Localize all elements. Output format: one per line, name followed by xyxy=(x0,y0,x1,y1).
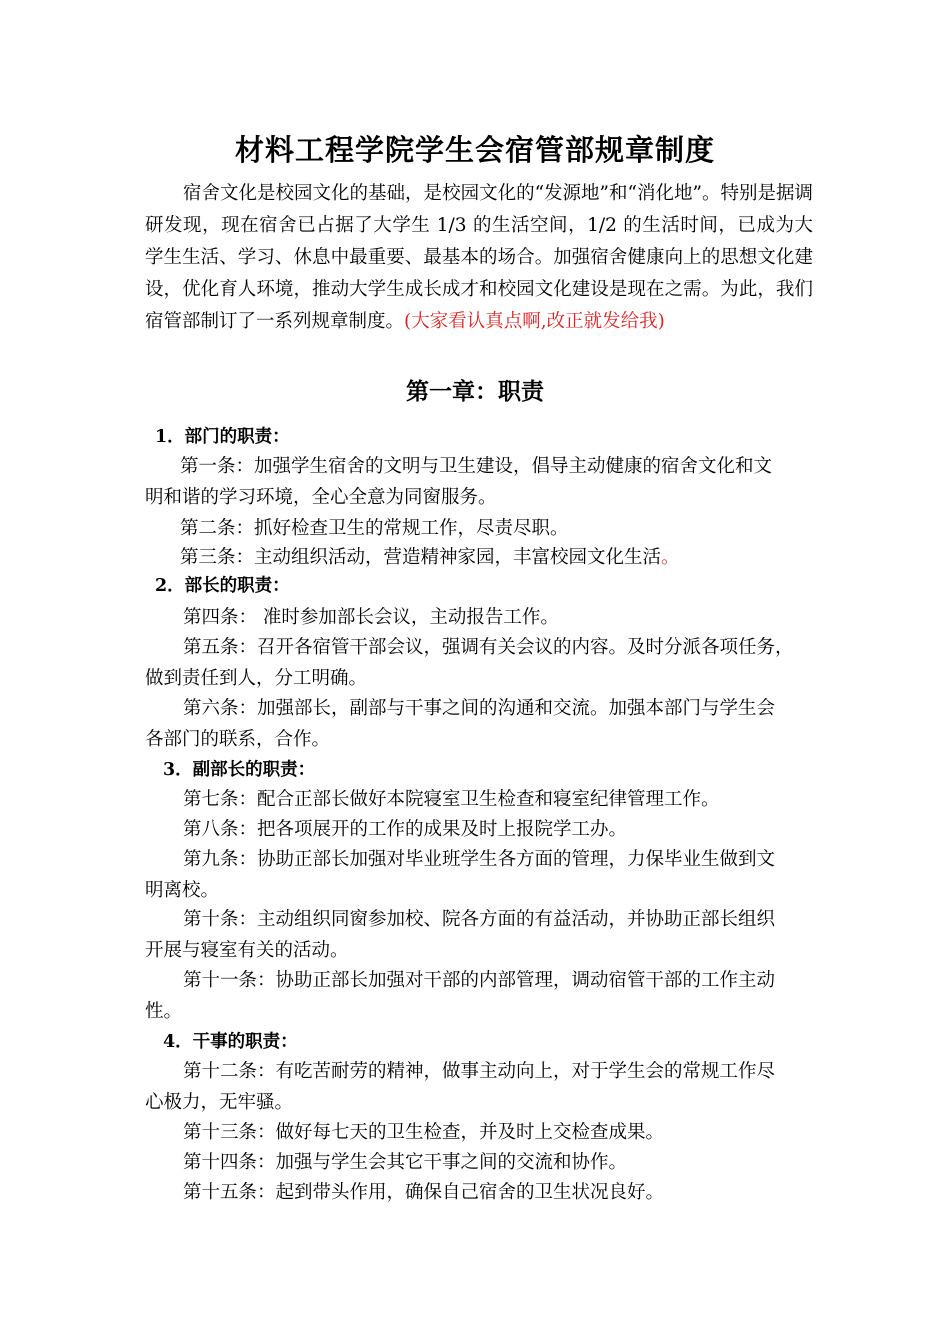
article-line: 第五条：召开各宿管干部会议，强调有关会议的内容。及时分派各项任务， xyxy=(183,637,794,658)
article-text: 第三条：主动组织活动，营造精神家园，丰富校园文化生活 xyxy=(180,547,662,568)
section-heading: 3．副部长的职责： xyxy=(163,760,316,780)
article-line: 做到责任到人，分工明确。 xyxy=(145,668,368,689)
article-line: 明和谐的学习环境，全心全意为同窗服务。 xyxy=(145,487,497,508)
section-heading: 1．部门的职责： xyxy=(155,427,290,447)
article-line: 第一条：加强学生宿舍的文明与卫生建设，倡导主动健康的宿舍文化和文 xyxy=(180,456,773,477)
intro-paragraph xyxy=(145,178,813,338)
article-line: 第十二条：有吃苦耐劳的精神，做事主动向上，对于学生会的常规工作尽 xyxy=(183,1061,776,1082)
article-line: 第十四条：加强与学生会其它干事之间的交流和协作。 xyxy=(183,1152,628,1173)
article-line xyxy=(180,543,680,573)
article-line: 第四条： 准时参加部长会议，主动报告工作。 xyxy=(183,607,559,628)
article-line: 性。 xyxy=(145,1001,183,1022)
article-line: 第二条：抓好检查卫生的常规工作，尽责尽职。 xyxy=(180,518,569,539)
article-line: 开展与寝室有关的活动。 xyxy=(145,940,349,961)
article-line: 第六条：加强部长，副部与干事之间的沟通和交流。加强本部门与学生会 xyxy=(183,698,776,719)
article-line: 第十五条：起到带头作用，确保自己宿舍的卫生状况良好。 xyxy=(183,1182,665,1203)
intro-note: (大家看认真点啊,改正就发给我) xyxy=(404,311,665,332)
chapter-title: 第一章：职责 xyxy=(406,378,544,405)
article-line: 第九条：协助正部长加强对毕业班学生各方面的管理，力保毕业生做到文 xyxy=(183,849,776,870)
article-line: 第十三条：做好每七天的卫生检查，并及时上交检查成果。 xyxy=(183,1122,665,1143)
article-line: 第七条：配合正部长做好本院寝室卫生检查和寝室纪律管理工作。 xyxy=(183,789,720,810)
intro-text: 宿舍文化是校园文化的基础，是校园文化的“发源地”和“消化地”。特别是据调研发现，现在宿舍已占据了大学生 1/3 的生活空间，1/2 的生活时间，已成为大学生生活、学习、休息中最重要、最基本的场合。加强宿舍健康向上的思想文化建设，优化育人环境，推动大学生成长成才和校园文化建设是现在之需。为此，我们宿管部制订了一系列规章制度。 xyxy=(145,183,813,332)
article-line: 第八条：把各项展开的工作的成果及时上报院学工办。 xyxy=(183,819,628,840)
article-line: 第十一条：协助正部长加强对干部的内部管理，调动宿管干部的工作主动 xyxy=(183,970,776,991)
article-line: 第十条：主动组织同窗参加校、院各方面的有益活动，并协助正部长组织 xyxy=(183,909,776,930)
article-line: 各部门的联系，合作。 xyxy=(145,729,331,750)
section-heading: 4．干事的职责： xyxy=(163,1032,298,1052)
document-title: 材料工程学院学生会宿管部规章制度 xyxy=(234,133,715,167)
article-period: 。 xyxy=(661,547,680,568)
section-heading: 2．部长的职责： xyxy=(155,576,290,596)
article-line: 明离校。 xyxy=(145,880,220,901)
article-line: 心极力，无牢骚。 xyxy=(145,1092,294,1113)
